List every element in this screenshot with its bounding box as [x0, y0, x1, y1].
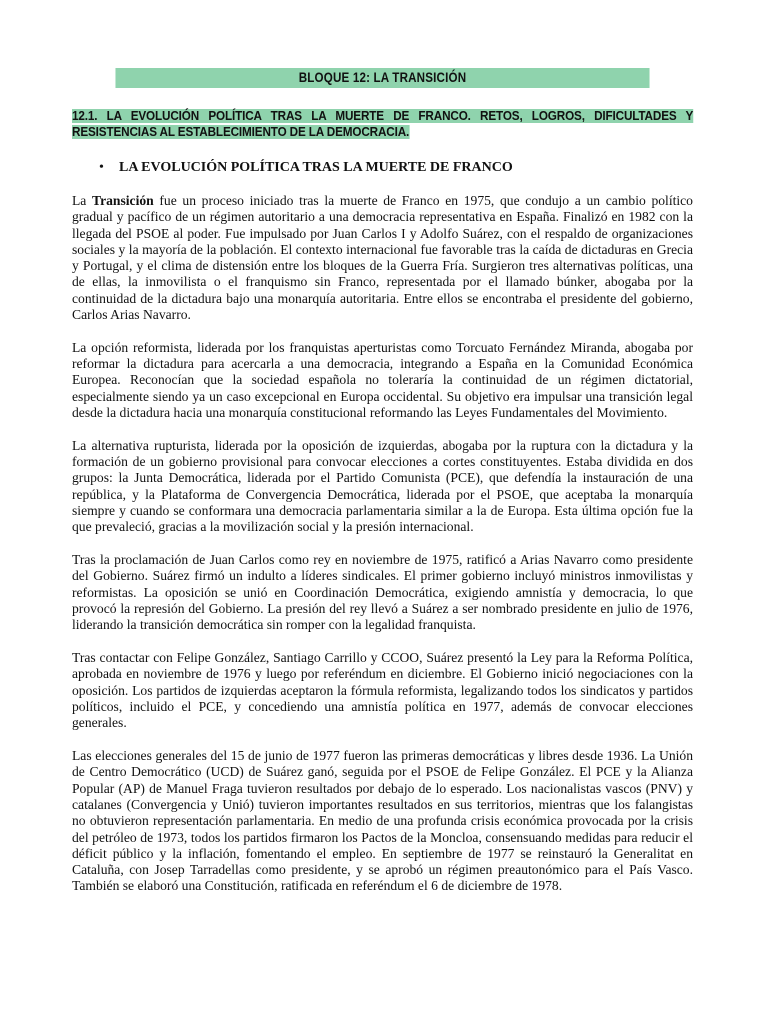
paragraph-1-lead: La [72, 193, 93, 208]
bullet-marker: • [99, 160, 104, 175]
section-title [72, 108, 693, 140]
paragraph-1-body: fue un proceso iniciado tras la muerte de Franco en 1975, que condujo a un cambio político gradual y pacífico de un régimen autoritario a una democracia representativa en España. Finalizó en 1982 con la llegada del PSOE al poder. Fue impulsado por Juan Carlos I y Adolfo Suárez, con el respaldo de organizaciones sociales y la mayoría de la población. El contexto internacional fue favorable tras la caída de dictaduras en Grecia y Portugal, y el clima de distensión entre los bloques de la Guerra Fría. Surgieron tres alternativas políticas, una de ellas, la inmovilista o el franquismo sin Franco, representada por el llamado búnker, abogaba por la continuidad de la dictadura bajo una monarquía autoritaria. Entre ellos se encontraba el presidente del gobierno, Carlos Arias Navarro. [72, 193, 693, 323]
paragraph-5: Tras contactar con Felipe González, Santiago Carrillo y CCOO, Suárez presentó la Ley para la Reforma Política, aprobada en noviembre de 1976 y luego por referéndum en diciembre. El Gobierno inició negociaciones con la oposición. Los partidos de izquierdas aceptaron la fórmula reformista, legalizando todos los sindicatos y partidos políticos, incluido el PCE, y concediendo una amnistía política en 1977, además de convocar elecciones generales. [72, 650, 693, 731]
paragraph-4: Tras la proclamación de Juan Carlos como rey en noviembre de 1975, ratificó a Arias Navarro como presidente del Gobierno. Suárez firmó un indulto a líderes sindicales. El primer gobierno incluyó ministros inmovilistas y reformistas. La oposición se unió en Coordinación Democrática, exigiendo amnistía y democracia, lo que provocó la represión del Gobierno. La presión del rey llevó a Suárez a ser nombrado presidente en julio de 1976, liderando la transición democrática sin romper con la legalidad franquista. [72, 552, 693, 633]
transicion-term: Transición [92, 193, 154, 208]
paragraph-6: Las elecciones generales del 15 de junio de 1977 fueron las primeras democráticas y libres desde 1936. La Unión de Centro Democrático (UCD) de Suárez ganó, seguida por el PSOE de Felipe González. El PCE y la Alianza Popular (AP) de Manuel Fraga tuvieron resultados por debajo de lo esperado. Los nacionalistas vascos (PNV) y catalanes (Convergencia y Unió) tuvieron importantes resultados en sus territorios, mientras que los falangistas no obtuvieron representación parlamentaria. En medio de una profunda crisis económica provocada por la crisis del petróleo de 1973, todos los partidos firmaron los Pactos de la Moncloa, consensuando medidas para reducir el déficit público y la inflación, fomentando el empleo. En septiembre de 1977 se reinstauró la Generalitat en Cataluña, con Josep Tarradellas como presidente, y se aprobó un régimen preautonómico para el País Vasco. También se elaboró una Constitución, ratificada en referéndum el 6 de diciembre de 1978. [72, 748, 693, 894]
paragraph-2: La opción reformista, liderada por los franquistas aperturistas como Torcuato Fernández Miranda, abogaba por reformar la dictadura para acercarla a una democracia, integrando a España en la Comunidad Económica Europea. Reconocían que la sociedad española no toleraría la continuidad de un régimen dictatorial, especialmente siendo ya un caso excepcional en Europa occidental. Su objetivo era impulsar una transición legal desde la dictadura hacia una monarquía constitucional reformando las Leyes Fundamentales del Movimiento. [72, 339, 693, 421]
document-page [72, 68, 693, 895]
paragraph-3: La alternativa rupturista, liderada por la oposición de izquierdas, abogaba por la ruptura con la dictadura y la formación de un gobierno provisional para convocar elecciones a cortes constituyentes. Estaba dividida en dos grupos: la Junta Democrática, liderada por el Partido Comunista (PCE), que defendía la instauración de una república, y la Plataforma de Convergencia Democrática, liderada por el PSOE, que aceptaba la monarquía siempre y cuando se conformara una democracia parlamentaria similar a la de Europa. Esta última opción fue la que prevaleció, gracias a la movilización social y la presión internacional. [72, 437, 693, 535]
paragraph-1 [72, 193, 693, 323]
section-title-highlight: 12.1. LA EVOLUCIÓN POLÍTICA TRAS LA MUERTE DE FRANCO. RETOS, LOGROS, DIFICULTADES Y RESISTENCIAS AL ESTABLECIMIENTO DE LA DEMOCRACIA. [72, 109, 694, 139]
block-title: BLOQUE 12: LA TRANSICIÓN [115, 68, 649, 88]
bullet-heading [99, 159, 693, 176]
bullet-heading-text: LA EVOLUCIÓN POLÍTICA TRAS LA MUERTE DE FRANCO [119, 160, 513, 175]
